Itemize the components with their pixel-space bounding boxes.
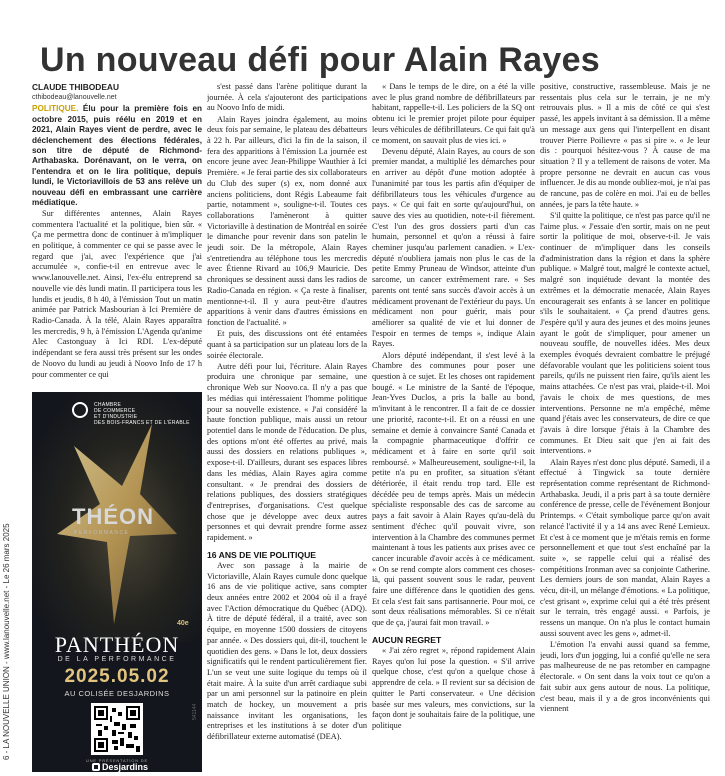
paragraph: Sur différentes antennes, Alain Rayes commentera l'actualité et la politique, bien sûr. « Ça me permettra donc de continuer à m'impliquer en politique, à commenter ce qui se passe avec le regard que j'ai, avec l'expérience que j'ai accumulée », confie-t-il en entrevue avec le www.lanouvelle.net. Ainsi, l'ex-élu entreprend sa nouvelle vie dès lundi matin. Il participera tous les lundis et jeudis, 8 h 40, à l'émission Tout un matin animée par Patrick Masbourian à Ici Première de Radio-Canada. À la télé, Alain Rayes apparaîtra les mercredis, 9 h, à l'émission L'Agenda qu'anime Alec Castonguay à Ici RDI. L'ex-député indépendant se fera aussi très présent sur les ondes de Noovo du lundi au jeudi à Noovo Info de 17 h pour commenter ce qui (32, 208, 202, 379)
ad-edition: 40e (177, 620, 189, 627)
lead-text: Élu pour la première fois en octobre 2015, puis réélu en 2019 et en 2021, Alain Rayes vient de perdre, avec le déclenchement des élections fédérales, son titre de député de Richmond-Arthabaska. Dorénavant, on le verra, on l'entendra et on le lira politique, depuis lundi, le Victoriavillois de 53 ans relève un nouveau défi en embrassant une carrière médiatique. (32, 104, 202, 208)
article-column-2 (207, 82, 367, 772)
headline: Un nouveau défi pour Alain Rayes (40, 41, 600, 79)
subheading: AUCUN REGRET (372, 634, 442, 645)
chamber-logo-icon (72, 402, 88, 418)
author-name: CLAUDE THIBODEAU (32, 82, 120, 92)
qr-code-icon[interactable] (91, 703, 143, 755)
lead-paragraph (32, 104, 202, 208)
paragraph: Autre défi pour lui, l'écriture. Alain Rayes produira une chronique par semaine, une chronique Web sur Noovo.ca. Il n'y a pas que les médias qui intéressaient l'homme politique pour sa nouvelle existence. « J'ai considéré la haute fonction publique, mais aussi un retour potentiel dans le monde de l'éducation. De plus, des options m'ont été offertes au privé, mais aussi des dossiers en relations publiques », expose-t-il. D'ailleurs, durant ses espaces libres dans les médias, Alain Rayes agira comme consultant. « Je prendrai des dossiers de relations publiques, des dossiers stratégiques d'entreprises, d'organisations. C'est quelque chose que je développe avec deux autres personnes et qui devrait prendre forme assez rapidement. » (207, 361, 367, 543)
author-email[interactable]: cthibodeau@lanouvelle.net (32, 94, 117, 102)
ad-theon-sub: PERFORMANCE (74, 530, 130, 536)
subheading: 16 ANS DE VIE POLITIQUE (207, 549, 317, 560)
ad-sponsor-name: Desjardins (102, 762, 149, 772)
ad-sponsor (92, 762, 152, 772)
ad-code: 541144 (192, 703, 198, 720)
paragraph: L'émotion l'a envahi aussi quand sa femme, jeudi, lors d'un jogging, lui a confié qu'elle ne sera pas malheureuse de ne pas retomber en campagne électorale. « On sent dans la voix tout ce qu'on a fait subir aux gens autour de nous. La politique, c'est beau, mais il y a de gros inconvénients qui viennent (540, 640, 710, 714)
ad-theon-logo: THÉON (72, 504, 154, 529)
side-banner: 6 - LA NOUVELLE UNION - www.lanouvelle.net - Le 26 mars 2025 (2, 523, 11, 760)
ad-presented-by: UNE PRÉSENTATION DE (86, 758, 148, 763)
article-column-3 (372, 82, 535, 772)
desjardins-logo-icon (92, 763, 100, 771)
paragraph: Devenu député, Alain Rayes, au cours de son premier mandat, a multiplié les démarches pour en arriver au dépôt d'une motion adoptée à l'unanimité par tous les partis afin d'équiper de défibrillateurs tous les véhicules d'urgence au pays. « Ce qui fait en sorte qu'aujourd'hui, on sauve des vies au quotidien, note-t-il fièrement. C'est l'un des gros dossiers parti d'un cas humain, personnel et qu'on a réussi à faire cheminer jusqu'au parlement canadien. » L'ex-député n'oubliera jamais non plus le cas de la petite Emmy Pruneau de Windsor, atteinte d'un sarcome, un cancer extrêmement rare. « Ses parents ont tenté sans succès d'avoir accès à un médicament provenant de l'extérieur du pays. Un médicament non pour guérir, mais pour améliorer sa qualité de vie et lui donner de l'espoir en termes de temps », indique Alain Rayes. (372, 146, 535, 349)
kicker: POLITIQUE. (32, 104, 79, 114)
paragraph: Avec son passage à la mairie de Victoriaville, Alain Rayes cumule donc quelque 16 ans de vie politique active, sans compter deux années entre 2002 et 2004 où il a frayé avec l'Action démocratique du Québec (ADQ). À titre de député fédéral, il a traité, avec son équipe, en moyenne 1500 dossiers de citoyens par année. « Des dossiers qui, dit-il, touchent le quotidien des gens. » Dans le lot, deux dossiers significatifs qui le rendent particulièrement fier. L'un se veut une suite logique du temps où il était maire. À la suite d'un arrêt cardiaque subi par un ami personnel sur la patinoire en plein match de hockey, un mouvement a pris naissance invitant les organisations, les entreprises et les institutions à se doter d'un défibrillateur externe automatisé (DEA). (207, 560, 367, 742)
paragraph: positive, constructive, rassembleuse. Mais je ne ressentais plus cela sur le terrain, je ne m'y retrouvais plus. » Il a mis de côté ce qui s'est passé, les appels invitant à sa démission. Il a même un message aux gens qui l'interpellent en disant trouver Pierre Poilievre « pas si pire ». « Je leur dis : pourquoi hésitez-vous ? À cause de ma situation ? Il y a tellement de raisons de voter. Ma propre personne ne devrait en aucun cas vous influencer. Je dis au monde oubliez-moi, je n'ai pas de rancune, pas de colère en moi. J'ai eu de belles années, je pars la tête haute. » (540, 82, 710, 209)
paragraph: « J'ai zéro regret », répond rapidement Alain Rayes qu'on lui pose la question. « S'il arrive quelque chose, c'est qu'on a quelque chose à apprendre de cela. » Il revient sur sa décision de quitter le Parti conservateur. « Une décision basée sur mes valeurs, mes convictions, sur la façon dont je souhaitais faire de la politique, une politique (372, 646, 535, 730)
article-column-4 (540, 82, 710, 772)
paragraph: Et puis, des discussions ont été entamées quant à sa participation sur un plateau lors de la soirée électorale. (207, 329, 367, 360)
paragraph: s'est passé dans l'arène politique durant la journée. À cela s'ajouteront des participations au Noovo Info de midi. (207, 82, 367, 113)
ad-venue: AU COLISÉE DESJARDINS (64, 689, 170, 698)
ad-subtitle: DE LA PERFORMANCE (57, 656, 177, 663)
ad-title: PANTHÉON (54, 632, 180, 657)
ad-chamber-name: CHAMBRE DE COMMERCE ET D'INDUSTRIE DES BOIS-FRANCS ET DE L'ÉRABLE (94, 402, 190, 426)
paragraph: Alain Rayes joindra également, au moins deux fois par semaine, le plateau des débatteurs à 22 h. Par ailleurs, d'ici la fin de la saison, il fera des apparitions à l'émission La journée est encore jeune avec Jean-Philippe Wauthier à Ici Première. « Je ferai partie des six collaborateurs du Club des super (s) ex, nom donné aux anciens politiciens, dont Régis Labeaume fait partie, notamment », souligne-t-il. Toutes ces collaborations l'amèneront à quitter Victoriaville à destination de Montréal en soirée le dimanche pour revenir dans son patelin le jeudi soir. De la métropole, Alain Rayes s'entretiendra au téléphone tous les mercredis avec Étienne Rivard au 106,9 Mauricie. Des chroniques se dessinent aussi dans les radios de Radio-Canada en région. « Ça reste à finaliser, mentionne-t-il. Il y aura peut-être d'autres apparitions à venir dans d'autres émissions en fonction de l'actualité. » (207, 114, 367, 327)
article-column-1 (32, 82, 202, 388)
paragraph: « Dans le temps de le dire, on a été la ville avec le plus grand nombre de défibrillateurs par habitant, rappelle-t-il. Les policiers de la SQ ont obtenu ici le premier projet pilote pour équiper leurs véhicules de défibrillateurs. Ce qui fait qu'à ce moment, on sauvait plus de vies ici. » (372, 82, 535, 145)
paragraph: Alors député indépendant, il s'est levé à la Chambre des communes pour poser une question à ce sujet. Et les choses ont rapidement bougé. « Le ministre de la Santé de l'époque, Jean-Yves Duclos, a pris la balle au bond, m'invitant à le rencontrer. Il a fait de ce dossier une priorité, raconte-t-il. Et on a réussi en une semaine et demie à convaincre Santé Canada et la compagnie pharmaceutique d'offrir ce médicament et à faire en sorte qu'il soit remboursé. » Malheureusement, souligne-t-il, la petite n'a pu en profiter, sa situation s'étant détériorée, il était rendu trop tard. Elle est décédée peu de temps après. Mais un médecin spécialiste responsable des cas de sarcome au pays a fait savoir à Alain Rayes qu'au-delà du sentiment d'échec qu'il pouvait vivre, son intervention à la Chambre des communes permet maintenant à tous les patients aux prises avec ce cancer incurable d'avoir accès à ce médicament. « On se rend compte alors comment ces choses-là, qui passent souvent sous le radar, peuvent faire une différence dans le quotidien des gens. Et cela s'est fait sans partisannerie. Pour moi, ce sont deux réalisations mémorables. Si ce n'était que de ça, j'aurai fait mon travail. » (372, 350, 535, 628)
paragraph: S'il quitte la politique, ce n'est pas parce qu'il ne l'aime plus. « J'essaie d'en sortir, mais on ne peut sortir la politique de moi, observe-t-il. Je vais continuer de m'impliquer dans les conseils d'administration dans la région et dans la sphère publique. » Malgré tout, malgré le contexte actuel, malgré son inquiétude devant la montée des extrêmes et la démocratie menacée, Alain Rayes encouragerait ses enfants à se lancer en politique s'ils le souhaitaient. « Ça prend d'autres gens. J'espère qu'il y aura des jeunes et des moins jeunes ayant le goût de s'impliquer, pour amener un nouveau souffle, de nouvelles idées. Mes deux exemples évoqués devraient combattre le préjugé défavorable voulant que les politiciens soient tous pareils, qu'ils ne puissent rien faire, qu'ils aient les mains attachées. Ce n'est pas vrai, plaide-t-il. Moi j'avais le choix de mes questions, de mes interventions. Personne ne m'a empêché, même quand j'étais avec les conservateurs, de dire ce que j'avais à dire lorsque j'étais à la Chambre des communes. Et Dieu sait que j'en ai fait des interventions. » (540, 210, 710, 456)
ad-date: 2025.05.02 (64, 666, 170, 687)
paragraph: Alain Rayes n'est donc plus député. Samedi, il a effectué à Tingwick sa toute dernière représentation comme représentant de Richmond-Arthabaska. Jeudi, il a pris part à sa toute dernière conférence de presse, celle de l'événement Bonjour Printemps. « C'était symbolique parce qu'on avait relancé l'activité il y a 14 ans avec René Lemieux. Et c'est à ce moment que je m'étais remis en forme personnellement et que tout s'est enchaîné par la suite », se rappelle celui qui a réalisé des compétitions Ironman avec sa conjointe Catherine. Les derniers jours de son mandat, Alain Rayes a vécu, dit-il, un mélange d'émotions. « La politique, c'est grisant », exprime celui qui a été très présent sur le terrain, très engagé aussi. « Parfois, je ressens un manque. On n'a plus le contact humain aussi souvent avec les gens », admet-il. (540, 457, 710, 638)
advertisement[interactable] (32, 392, 202, 772)
